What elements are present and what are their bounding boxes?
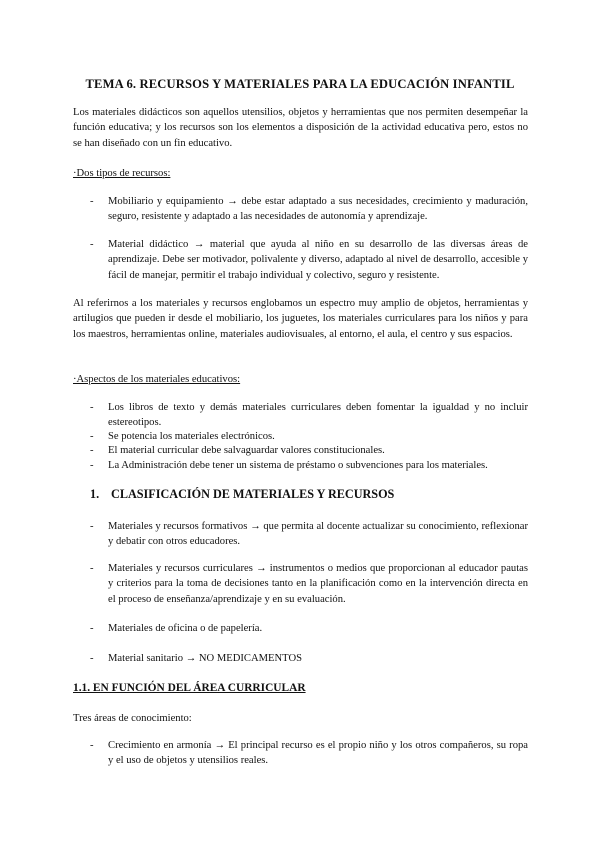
- intro-paragraph: Los materiales didácticos son aquellos utensilios, objetos y herramientas que nos permiten desempeñar la función educativa; y los recursos son los elementos a disposición de la actividad educativa pero, estos no se han diseñado con un fin educativo.: [73, 107, 528, 149]
- bullet-dash: -: [90, 460, 94, 471]
- list-item: [90, 561, 528, 607]
- list-item-text: Materiales de oficina o de papelería.: [108, 623, 263, 634]
- list-item: [90, 194, 528, 225]
- list-item-text: Mobiliario y equipamiento → debe estar adaptado a sus necesidades, crecimiento y maduración, seguro, resistente y adaptado a las necesidades de autonomía y aprendizaje.: [108, 196, 528, 223]
- list-item: [90, 237, 528, 283]
- list-item-text: Material didáctico → material que ayuda al niño en su desarrollo de las diversas áreas de aprendizaje. Debe ser motivador, polivalente y diverso, adaptado al nivel de desarrollo, accesible y fácil de manejar, permitir el trabajo individual y colectivo, seguro y resistente.: [108, 239, 528, 281]
- list-item-text: Los libros de texto y demás materiales curriculares deben fomentar la igualdad y no incluir estereotipos.: [108, 402, 528, 429]
- list-item-text: Materiales y recursos formativos → que permita al docente actualizar su conocimiento, reflexionar y debatir con otros educadores.: [108, 521, 528, 548]
- subsection-heading: 1.1. EN FUNCIÓN DEL ÁREA CURRICULAR: [73, 682, 306, 694]
- list-item: [90, 458, 528, 473]
- list-item: [90, 443, 528, 458]
- bullet-dash: -: [90, 445, 94, 456]
- list-item-text: El material curricular debe salvaguardar valores constitucionales.: [108, 445, 385, 456]
- list-item-text: Se potencia los materiales electrónicos.: [108, 431, 275, 442]
- paragraph-2: Al referirnos a los materiales y recursos englobamos un espectro muy amplio de objetos, herramientas y artilugios que pueden ir desde el mobiliario, los juguetes, los materiales curriculares para los niños y para los maestros, herramientas online, materiales audiovisuales, al entorno, el aula, el centro y sus espacios.: [73, 298, 528, 340]
- list-item-text: Material sanitario → NO MEDICAMENTOS: [108, 653, 302, 664]
- list-item: [90, 519, 528, 550]
- bullet-dash: -: [90, 196, 94, 207]
- bullet-dash: -: [90, 563, 94, 574]
- areas-intro: Tres áreas de conocimiento:: [73, 713, 192, 724]
- list-item: [90, 621, 528, 636]
- bullet-dash: -: [90, 431, 94, 442]
- list-item: [90, 651, 528, 666]
- section-title: CLASIFICACIÓN DE MATERIALES Y RECURSOS: [111, 487, 395, 501]
- list-item: [90, 400, 528, 431]
- bullet-dash: -: [90, 239, 94, 250]
- list-item: [90, 738, 528, 769]
- bullet-dash: -: [90, 521, 94, 532]
- bullet-dash: -: [90, 623, 94, 634]
- list-item-text: Materiales y recursos curriculares → instrumentos o medios que proporcionan al educador pautas y criterios para la toma de decisiones tanto en la planificación como en la intervención directa en el proceso de enseñanza/aprendizaje y en su evaluación.: [108, 563, 528, 605]
- bullet-dash: -: [90, 653, 94, 664]
- types-heading: ·Dos tipos de recursos:: [73, 168, 171, 179]
- bullet-dash: -: [90, 402, 94, 413]
- bullet-dash: -: [90, 740, 94, 751]
- list-item-text: Crecimiento en armonía → El principal recurso es el propio niño y los otros compañeros, su ropa y el uso de objetos y utensilios reales.: [108, 740, 528, 767]
- aspects-heading: ·Aspectos de los materiales educativos:: [73, 374, 241, 385]
- list-item-text: La Administración debe tener un sistema de préstamo o subvenciones para los materiales.: [108, 460, 488, 471]
- section-number: 1.: [90, 487, 100, 501]
- page-title: TEMA 6. RECURSOS Y MATERIALES PARA LA EDUCACIÓN INFANTIL: [85, 77, 515, 91]
- section-heading: [90, 487, 394, 502]
